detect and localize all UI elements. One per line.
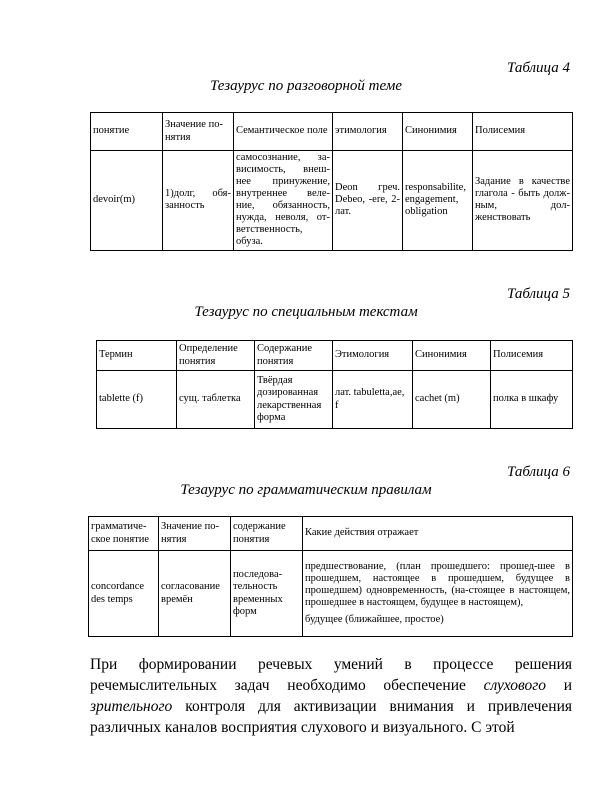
table-6-header-cell: Какие действия отражает	[303, 517, 573, 551]
table-4-header-cell: этимология	[333, 113, 403, 151]
table-6-actions-cell	[303, 551, 573, 637]
table-5-header-row	[97, 341, 573, 371]
table-5-header-cell: Этимология	[333, 341, 413, 371]
table-5	[96, 340, 573, 429]
body-paragraph	[90, 654, 572, 738]
table-5-header-cell: Полисемия	[491, 341, 573, 371]
table-4-header-cell: Полисемия	[473, 113, 573, 151]
table-6	[88, 516, 573, 637]
table-4-cell: 1)долг, обя-занность	[163, 151, 234, 251]
table-5-number: Таблица 5	[507, 286, 570, 302]
table-5-cell: tablette (f)	[97, 371, 177, 429]
paragraph-line: речемыслительных задач необходимо обеспечение слухового и	[90, 677, 573, 694]
table-6-header-cell: содержание понятия	[231, 517, 303, 551]
table-4-header-cell: Семантическое поле	[234, 113, 333, 151]
table-4-header-cell: понятие	[91, 113, 163, 151]
table-5-cell: сущ. таблетка	[177, 371, 255, 429]
table-6-header-cell: грамматиче-ское понятие	[89, 517, 159, 551]
paragraph-line: При формировании речевых умений в процессе решения	[90, 656, 572, 673]
table-4-title: Тезаурус по разговорной теме	[209, 78, 403, 94]
table-4-header-cell: Синонимия	[403, 113, 473, 151]
table-5-header-cell: Синонимия	[413, 341, 491, 371]
table-4	[90, 112, 573, 251]
table-6-actions-text-future: будущее (ближайшее, простое)	[305, 614, 444, 626]
table-4-header-row	[91, 113, 573, 151]
table-6-header-row	[89, 517, 573, 551]
table-4-cell: самосознание, за-висимость, внеш-нее принужение, внутреннее веле-ние, обязанность, нужда, неволя, от-ветственность, обуза.	[234, 151, 333, 251]
table-5-cell: полка в шкафу	[491, 371, 573, 429]
table-6-number: Таблица 6	[507, 464, 570, 480]
table-4-cell: Deon греч. Debeo, -ere, 2-лат.	[333, 151, 403, 251]
paragraph-line: различных каналов восприятия слухового и визуального. С этой	[90, 719, 515, 736]
table-4-cell: responsabilite, engagement, obligation	[403, 151, 473, 251]
table-4-header-cell: Значение по-нятия	[163, 113, 234, 151]
table-row	[91, 151, 573, 251]
table-6-actions-text: предшествование, (план прошедшего: прошед-шее в прошедшем, настоящее в прошедшем, будущее в прошедшем) одновременность, (на-стоящее в настоящем, прошедшее в настоящем, будущее в настоящем),	[305, 560, 570, 609]
table-5-header-cell: Содержание понятия	[255, 341, 333, 371]
table-5-cell: Твёрдая дозированная лекарственная форма	[255, 371, 333, 429]
table-4-number: Таблица 4	[507, 60, 570, 76]
table-6-cell: concordance des temps	[89, 551, 159, 637]
paragraph-line: зрительного контроля для активизации внимания и привлечения	[90, 698, 572, 715]
table-5-cell: лат. tabuletta,ae, f	[333, 371, 413, 429]
table-6-cell: последова-тельность временных форм	[231, 551, 303, 637]
table-4-cell: devoir(m)	[91, 151, 163, 251]
table-5-title: Тезаурус по специальным текстам	[194, 304, 418, 320]
table-5-header-cell: Определение понятия	[177, 341, 255, 371]
table-5-cell: cachet (m)	[413, 371, 491, 429]
table-6-cell: согласование времён	[159, 551, 231, 637]
table-row	[89, 551, 573, 637]
table-5-header-cell: Термин	[97, 341, 177, 371]
table-6-title: Тезаурус по грамматическим правилам	[180, 482, 432, 498]
table-6-header-cell: Значение по-нятия	[159, 517, 231, 551]
table-row	[97, 371, 573, 429]
table-4-cell: Задание в качестве глагола - быть долж-ным, дол-женствовать	[473, 151, 573, 251]
